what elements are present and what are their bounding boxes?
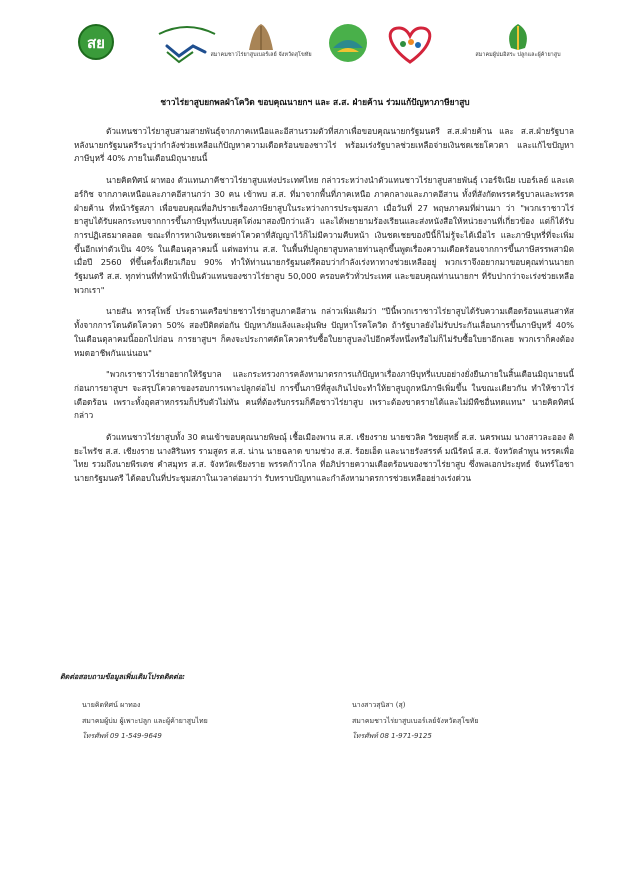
contact-heading: ติดต่อสอบถามข้อมูลเพิ่มเติมโปรดติดต่อ: bbox=[60, 672, 186, 681]
contact-org: สมาคมชาวไร่ยาสูบเบอร์เลย์จังหวัดสุโขทัย bbox=[352, 716, 479, 725]
tobacco-association-logo bbox=[210, 22, 312, 70]
network-logo bbox=[152, 22, 222, 70]
heart-icon bbox=[381, 22, 439, 66]
paragraph: นายสัน หารสุโพธิ์ ประธานเครือข่ายชาวไร่ยาสูบภาคอีสาน กล่าวเพิ่มเติมว่า "ปีนี้พวกเราชาวไร่ยาสูบได้รับความเดือดร้อนแสนสาหัส ทั้งจากการโดนตัดโควตา 50% สองปีติดต่อกัน ปัญหาภัยแล้งและฝุ่นพิษ ปัญหาโรคโควิด ถ้ารัฐบาลยังไม่รับประกันเลื่อนการขึ้นภาษีบุหรี่ 40% ในเดือนตุลาคมนี้ออกไปก่อน การยาสูบฯ ก็คงจะประกาศตัดโควตารับซื้อใบยาสูบลงไปอีกครึ่งหนึ่งหรือไม่ก็ไม่รับซื้อใบยาอีกเลย พวกเราก็คงต้องหมดอาชีพกันแน่นอน" bbox=[74, 306, 574, 358]
sayam-logo-icon bbox=[77, 22, 115, 62]
contact-org: สมาคมผู้บ่ม ผู้เพาะปลูก และผู้ค้ายาสูบไทย bbox=[82, 716, 208, 725]
handshake-icon bbox=[153, 22, 221, 66]
document-title: ชาวไร่ยาสูบยกพลฝ่าโควิด ขอบคุณนายกฯ และ ส.ส. ฝ่ายค้าน ร่วมแก้ปัญหาภาษียาสูบ bbox=[160, 97, 470, 107]
family-heart-logo bbox=[380, 22, 440, 70]
logo-bar bbox=[0, 22, 630, 72]
tobacco-leaf-caption: สมาคมผู้บ่มอิสระ ปลูกและผู้ค้ายาสูบ bbox=[475, 52, 561, 58]
contact-name: นายคิดทิศน์ ผาทอง bbox=[82, 701, 141, 709]
sayam-logo bbox=[76, 22, 116, 70]
tobacco-leaf-icon bbox=[501, 22, 535, 52]
svg-text:สย: สย bbox=[87, 34, 105, 52]
contact-name: นางสาวสุนิสา (สุ) bbox=[352, 701, 406, 709]
paragraph: "พวกเราชาวไร่ยาอยากให้รัฐบาล และกระทรวงการคลังหามาตรการแก้ปัญหาเรื่องภาษีบุหรี่แบบอย่างยั่งยืนภายในสิ้นเดือนมิถุนายนนี้ ก่อนการยาสูบฯ จะสรุปโควตาของรอบการเพาะปลูกต่อไป การขึ้นภาษีที่สูงเกินไปจะทำให้ยาสูบถูกหนีภาษีเพิ่มขึ้น ในขณะเดียวกัน ทำให้ชาวไร่เดือดร้อน เพราะทั้งอุตสาหกรรมก็ปรับตัวไม่ทัน คนที่ต้องรับกรรมก็คือชาวไร่ยาสูบ เพราะต้องขาดรายได้และไม่มีพืชอื่นทดแทน" นายคิดทิศน์ กล่าว bbox=[74, 369, 574, 421]
green-circle-logo bbox=[326, 22, 370, 70]
paragraph: ตัวแทนชาวไร่ยาสูบทั้ง 30 คนเข้าขอบคุณนายพิษณุ์ เชื้อเมืองพาน ส.ส. เชียงราย นายชวลิต วิชยสุทธิ์ ส.ส. นครพนม นางสาวละออง ติยะไพรัช ส.ส. เชียงราย นางสิรินทร รามสูตร ส.ส. น่าน นายฉลาด ขามช่วง ส.ส. ร้อยเอ็ด และนายรังสรรค์ มณีรัตน์ ส.ส. จังหวัดลำพูน พรรคเพื่อไทย รวมถึงนายพีรเดช คำสมุทร ส.ส. จังหวัดเชียงราย พรรคก้าวไกล ที่อภิปรายความเดือดร้อนของชาวไร่ยาสูบ ซึ่งพลเอกประยุทธ์ จันทร์โอชา นายกรัฐมนตรี ได้ตอบในที่ประชุมสภาในเวลาต่อมาว่า รับทราบปัญหาและกำลังหามาตรการช่วยเหลืออย่างเร่งด่วน bbox=[74, 432, 574, 484]
contact-phone: โทรศัพท์ 08 1-971-9125 bbox=[352, 732, 432, 740]
green-circle-icon bbox=[327, 22, 369, 64]
document-body bbox=[74, 125, 574, 494]
contact-right bbox=[352, 698, 552, 745]
paragraph: ตัวแทนชาวไร่ยาสูบสามสายพันธุ์จากภาคเหนือและอีสานรวมตัวที่สภาเพื่อขอบคุณนายกรัฐมนตรี ส.ส.ฝ่ายค้าน และ ส.ส.ฝ่ายรัฐบาล หลังนายกรัฐมนตรีระบุว่ากำลังช่วยเหลือแก้ปัญหาความเดือดร้อนของชาวไร่ พร้อมเร่งรัฐบาลช่วยเหลือจ่ายเงินชดเชยโควตา และแก้ไขปัญหาภาษีบุหรี่ 40% ภายในเดือนมิถุนายนนี้ bbox=[74, 126, 574, 164]
contact-phone: โทรศัพท์ 09 1-549-9649 bbox=[82, 732, 162, 740]
tobacco-leaf-logo bbox=[475, 22, 561, 70]
leaf-emblem-icon bbox=[241, 22, 281, 52]
contact-left bbox=[82, 698, 282, 745]
tobacco-association-caption: สมาคมชาวไร่ยาสูบเบอร์เลย์ จังหวัดสุโขทัย bbox=[210, 52, 312, 58]
paragraph: นายคิดทิศน์ ผาทอง ตัวแทนภาคีชาวไร่ยาสูบแห่งประเทศไทย กล่าวระหว่างนำตัวแทนชาวไร่ยาสูบสายพันธุ์ เวอร์จิเนีย เบอร์เลย์ และเตอร์กิช จากภาคเหนือและภาคอีสานกว่า 30 คน เข้าพบ ส.ส. ที่มาจากพื้นที่ภาคเหนือ ภาคกลางและภาคอีสาน ทั้งที่สังกัดพรรครัฐบาลและพรรคฝ่ายค้าน ที่หน้ารัฐสภา เพื่อขอบคุณที่อภิปรายเรื่องภาษียาสูบในระหว่างการประชุมสภา เมื่อวันที่ 27 พฤษภาคมที่ผ่านมา ว่า "พวกเราชาวไร่ยาสูบได้รับผลกระทบจากการขึ้นภาษีบุหรี่แบบสุดโต่งมาสองปีกว่าแล้ว และได้พยายามร้องเรียนและส่งหนังสือให้หน่วยงานที่เกี่ยวข้อง แต่ก็ได้รับการปฏิเสธมาตลอด ขณะที่การหาเงินชดเชยค่าโควตาที่สัญญาไว้ก็ไม่มีความคืบหน้า เงินชดเชยของปีนี้ก็ไม่รู้จะได้เมื่อไร และภาษีบุหรี่ที่จะเพิ่มขึ้นอีกเท่าตัวเป็น 40% ในเดือนตุลาคมนี้ แต่พอท่าน ส.ส. ในพื้นที่ปลูกยาสูบหลายท่านลุกขึ้นพูดเรื่องความเดือดร้อนจากการขึ้นภาษีสรรพสามิตเมื่อปี 2560 ที่ขึ้นครั้งเดียวเกือบ 90% ทำให้ท่านนายกรัฐมนตรีตอบว่ากำลังเร่งหาทางช่วยเหลืออยู่ พวกเราจึงอยากมาขอบคุณท่านนายกรัฐมนตรี ส.ส. ทุกท่านที่ทำหน้าที่เป็นตัวแทนของชาวไร่ยาสูบ 50,000 ครอบครัวทั่วประเทศ และขอบคุณท่านนายกฯ ที่รับปากว่าจะเร่งช่วยเหลือพวกเรา" bbox=[74, 175, 574, 295]
